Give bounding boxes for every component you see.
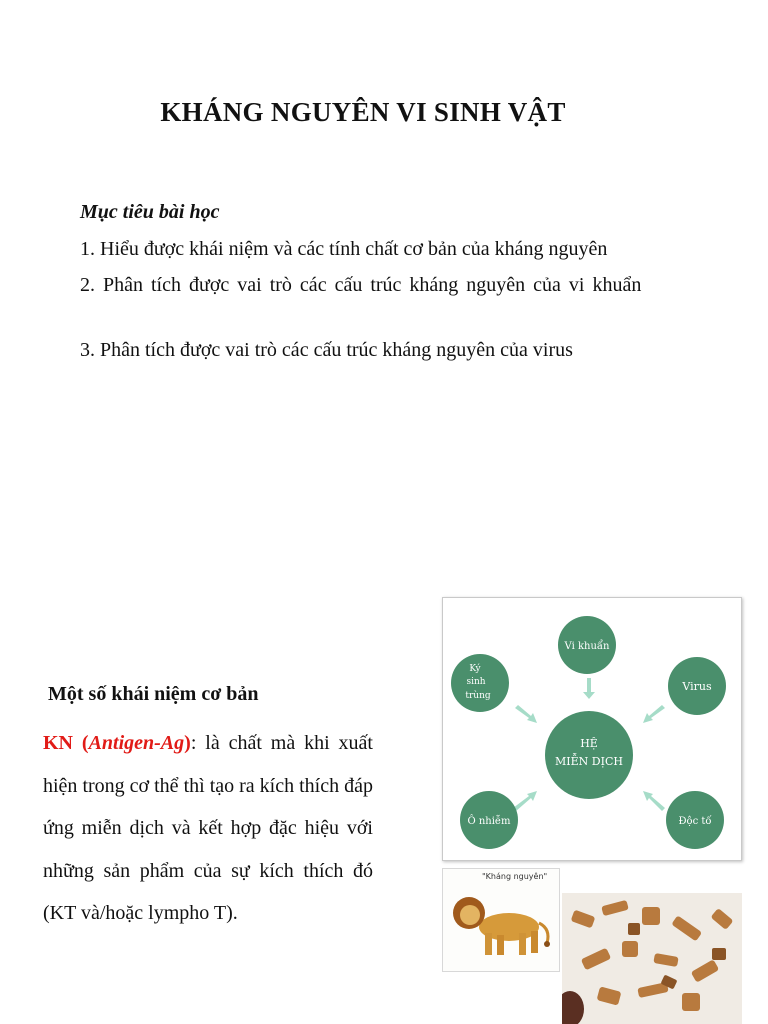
parasite-label-line3: trùng [465, 691, 491, 701]
arrow-pollution [513, 791, 537, 811]
center-label-line1: HỆ [580, 737, 598, 750]
diagram-svg [443, 598, 741, 860]
objective-item-2: 2. Phân tích được vai trò các cấu trúc kháng nguyên của vi khuẩn [80, 274, 642, 296]
concepts-heading: Một số khái niệm cơ bản [48, 683, 259, 705]
virus-label: Virus [682, 680, 712, 693]
lion-toy-photo [442, 868, 560, 972]
parasite-label-line2: sinh [466, 677, 486, 687]
definition-text: : là chất mà khi xuất hiện trong cơ thể thì tạo ra kích thích đáp ứng miễn dịch và kết hợp đặc hiệu với những sản phẩm của sự kích thích đó (KT và/hoặc lympho T). [43, 732, 373, 924]
toxin-label: Độc tố [678, 816, 712, 827]
immune-system-diagram [442, 597, 742, 861]
arrow-parasite [515, 705, 537, 723]
arrow-virus [643, 705, 665, 723]
objectives-heading: Mục tiêu bài học [80, 201, 220, 223]
wooden-pieces-photo [562, 893, 742, 1024]
wooden-pieces-illustration [562, 893, 742, 1024]
photo-caption: "Kháng nguyên" [482, 872, 548, 881]
page-title: KHÁNG NGUYÊN VI SINH VẬT [160, 97, 566, 127]
lion-toy-illustration [443, 869, 559, 971]
antigen-definition [43, 722, 373, 935]
term-open-paren: ( [73, 732, 89, 754]
objective-item-1: 1. Hiểu được khái niệm và các tính chất cơ bản của kháng nguyên [80, 238, 608, 260]
term-close-paren: ) [184, 732, 191, 754]
arrow-toxin [643, 791, 665, 811]
objective-item-3: 3. Phân tích được vai trò các cấu trúc kháng nguyên của virus [80, 339, 573, 361]
pollution-label: Ô nhiễm [467, 816, 511, 827]
bacteria-label: Vi khuẩn [564, 641, 610, 652]
antigen-full-term: Antigen-Ag [88, 732, 185, 754]
center-label-line2: MIỄN DỊCH [555, 755, 623, 768]
antigen-term: KN [43, 732, 73, 754]
arrow-bacteria [583, 678, 595, 699]
parasite-label-line1: Ký [469, 664, 481, 674]
